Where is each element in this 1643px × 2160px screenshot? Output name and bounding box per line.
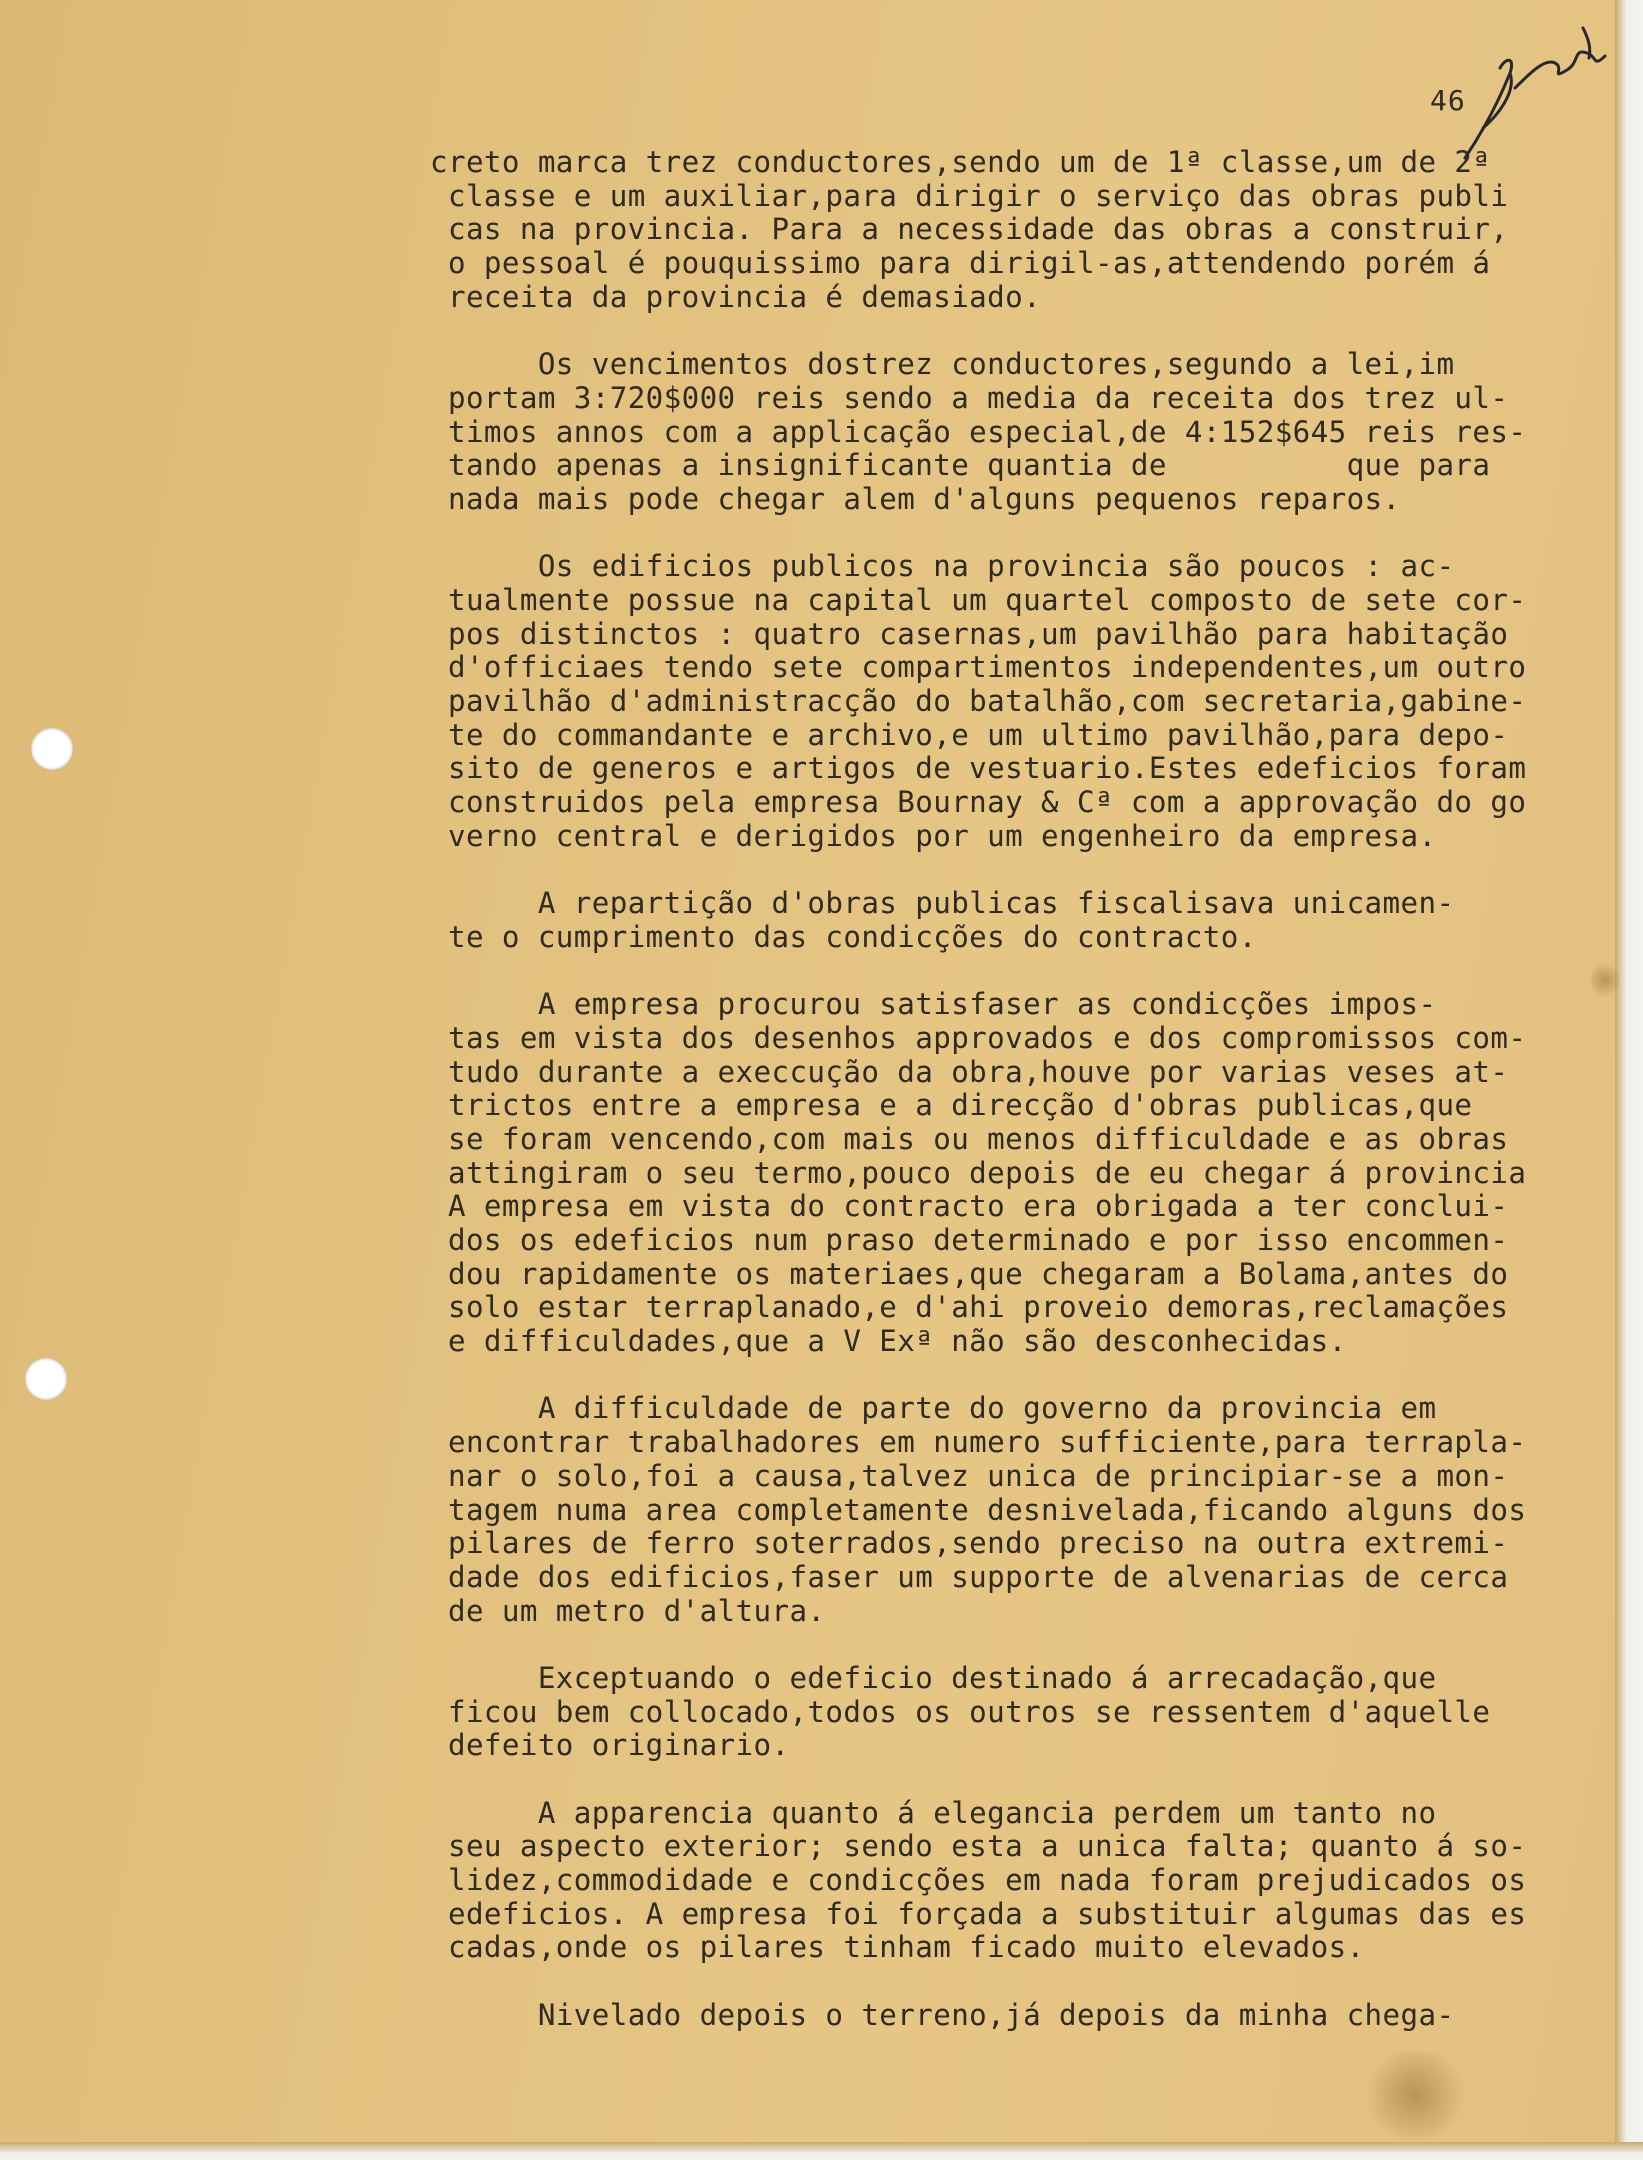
paragraph-gap	[430, 1965, 1630, 1999]
text-line: A empresa procurou satisfaser as condicções impos-	[430, 987, 1437, 1022]
text-line: te o cumprimento das condicções do contracto.	[430, 919, 1257, 954]
text-line: A empresa em vista do contracto era obrigada a ter conclui-	[430, 1189, 1509, 1224]
text-line: pos distinctos : quatro casernas,um pavilhão para habitação	[430, 616, 1509, 651]
text-line: classe e um auxiliar,para dirigir o serviço das obras publi	[430, 178, 1509, 213]
text-line: lidez,commodidade e condicções em nada foram prejudicados os	[430, 1863, 1527, 1898]
text-line: o pessoal é pouquissimo para dirigil-as,attendendo porém á	[430, 246, 1491, 281]
text-line: nada mais pode chegar alem d'alguns pequenos reparos.	[430, 481, 1401, 516]
paragraph-gap	[430, 1628, 1630, 1662]
paragraph-gap	[430, 955, 1630, 989]
text-line: nar o solo,foi a causa,talvez unica de principiar-se a mon-	[430, 1458, 1509, 1493]
paragraph-gap	[430, 314, 1630, 348]
text-line: dou rapidamente os materiaes,que chegaram a Bolama,antes do	[430, 1256, 1509, 1291]
text-line: solo estar terraplanado,e d'ahi proveio demoras,reclamações	[430, 1290, 1509, 1325]
text-line: Nivelado depois o terreno,já depois da minha chega-	[430, 1997, 1455, 2032]
paragraph-gap	[430, 517, 1630, 551]
scan-background-bottom	[0, 2142, 1643, 2160]
page-number: 46	[1430, 84, 1466, 117]
text-line: construidos pela empresa Bournay & Cª com a approvação do go	[430, 785, 1527, 820]
text-line: verno central e derigidos por um engenheiro da empresa.	[430, 818, 1437, 853]
text-line: Os edificios publicos na provincia são poucos : ac-	[430, 549, 1455, 584]
text-line: cadas,onde os pilares tinham ficado muito elevados.	[430, 1930, 1365, 1965]
text-line: se foram vencendo,com mais ou menos difficuldade e as obras	[430, 1121, 1509, 1156]
text-line: tudo durante a execcução da obra,houve por varias veses at-	[430, 1054, 1509, 1089]
text-line: defeito originario.	[430, 1728, 790, 1763]
text-line: tas em vista dos desenhos approvados e dos compromissos com-	[430, 1020, 1527, 1055]
paragraph-gap	[430, 853, 1630, 887]
text-line: timos annos com a applicação especial,de 4:152$645 reis res-	[430, 414, 1527, 449]
text-line: cas na provincia. Para a necessidade das obras a construir,	[430, 212, 1509, 247]
text-line: edeficios. A empresa foi forçada a substituir algumas das es	[430, 1896, 1527, 1931]
text-line: Exceptuando o edeficio destinado á arrecadação,que	[430, 1660, 1437, 1695]
text-line: e difficuldades,que a V Exª não são desconhecidas.	[430, 1324, 1347, 1359]
punch-hole-top	[31, 728, 73, 770]
text-line: dade dos edificios,faser um supporte de alvenarias de cerca	[430, 1559, 1509, 1594]
text-line: seu aspecto exterior; sendo esta a unica falta; quanto á so-	[430, 1829, 1527, 1864]
text-line: dos os edeficios num praso determinado e por isso encommen-	[430, 1223, 1509, 1257]
text-line: tando apenas a insignificante quantia de que para	[430, 448, 1491, 483]
text-line: tualmente possue na capital um quartel composto de sete cor-	[430, 582, 1527, 617]
text-line: A difficuldade de parte do governo da provincia em	[430, 1391, 1437, 1426]
text-line: A repartição d'obras publicas fiscalisava unicamen-	[430, 886, 1455, 921]
punch-hole-bottom	[25, 1358, 67, 1400]
text-line: Os vencimentos dostrez conductores,segundo a lei,im	[430, 347, 1455, 382]
text-line: d'officiaes tendo sete compartimentos independentes,um outro	[430, 650, 1527, 685]
paragraph-gap	[430, 1763, 1630, 1797]
text-line: attingiram o seu termo,pouco depois de eu chegar á provincia	[430, 1155, 1527, 1190]
body-text	[430, 146, 1630, 2033]
text-line: pilares de ferro soterrados,sendo preciso na outra extremi-	[430, 1526, 1509, 1561]
text-line: ficou bem collocado,todos os outros se ressentem d'aquelle	[430, 1694, 1491, 1729]
text-line: pavilhão d'administracção do batalhão,com secretaria,gabine-	[430, 684, 1527, 718]
text-line: tagem numa area completamente desnivelada,ficando alguns dos	[430, 1492, 1527, 1527]
text-line: A apparencia quanto á elegancia perdem um tanto no	[430, 1795, 1437, 1830]
text-line: receita da provincia é demasiado.	[430, 279, 1042, 314]
stain-mark	[1360, 2050, 1470, 2140]
text-line: sito de generos e artigos de vestuario.Estes edeficios foram	[430, 751, 1527, 786]
text-line: trictos entre a empresa e a direcção d'obras publicas,que	[430, 1088, 1473, 1123]
paragraph-gap	[430, 1359, 1630, 1393]
text-line: de um metro d'altura.	[430, 1593, 826, 1628]
text-line: encontrar trabalhadores em numero sufficiente,para terrapla-	[430, 1425, 1527, 1460]
text-line: creto marca trez conductores,sendo um de 1ª classe,um de 2ª	[430, 145, 1491, 179]
text-line: portam 3:720$000 reis sendo a media da receita dos trez ul-	[430, 380, 1509, 415]
text-line: te do commandante e archivo,e um ultimo pavilhão,para depo-	[430, 717, 1509, 752]
